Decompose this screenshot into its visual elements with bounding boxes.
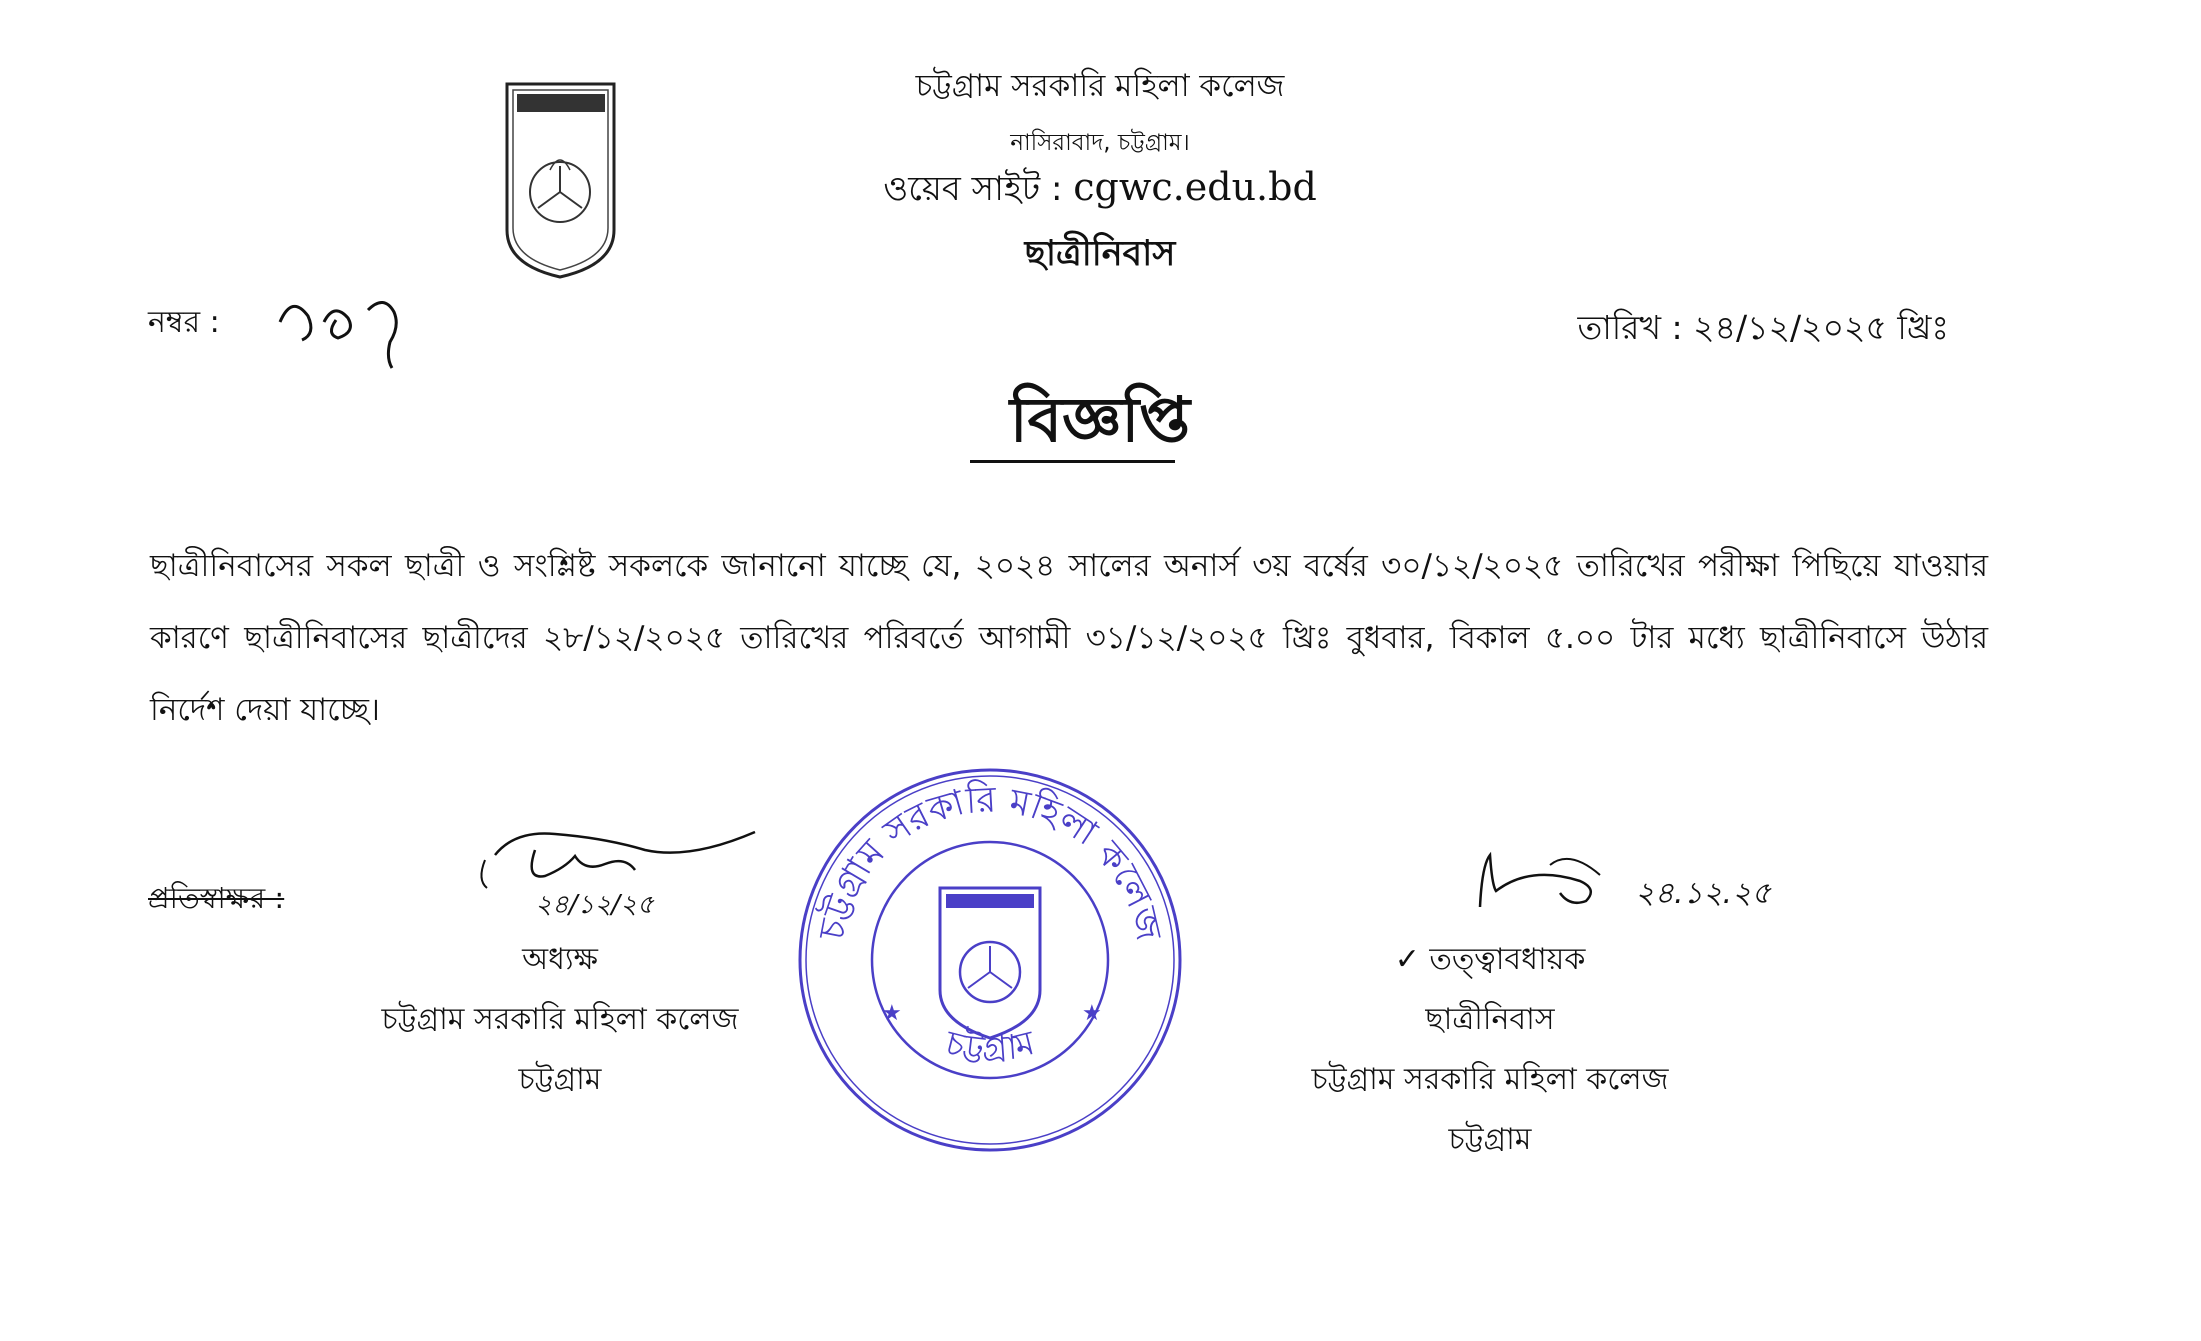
- svg-text:★: ★: [1082, 1001, 1102, 1026]
- college-address: নাসিরাবাদ, চট্টগ্রাম।: [1010, 130, 1190, 156]
- superintendent-city: চট্টগ্রাম: [1448, 1122, 1532, 1157]
- college-name: চট্টগ্রাম সরকারি মহিলা কলেজ: [915, 68, 1285, 104]
- college-website: [700, 163, 1500, 220]
- superintendent-signature-date: ২৪.১২.২৫: [1635, 876, 1771, 911]
- title-underline: [970, 460, 1175, 463]
- superintendent-block: [1240, 930, 1740, 1170]
- college-emblem-icon: [503, 80, 618, 280]
- principal-signature: [475, 820, 765, 940]
- website-label: ওয়েব সাইট :: [883, 169, 1074, 209]
- principal-block: [300, 930, 820, 1110]
- reference-label: নম্বর :: [148, 305, 220, 340]
- superintendent-designation: ✓ তত্ত্বাবধায়ক: [1394, 942, 1586, 977]
- seal-icon: [790, 760, 1190, 1160]
- checkmark-icon: ✓: [1394, 942, 1430, 977]
- principal-city: চট্টগ্রাম: [518, 1062, 602, 1097]
- hostel-name: ছাত্রীনিবাস: [1024, 234, 1176, 274]
- stamp-ring-text: চট্টগ্রাম সরকারি মহিলা কলেজ: [811, 779, 1169, 945]
- college-logo: [503, 80, 618, 280]
- official-stamp: [790, 760, 1190, 1160]
- reference-number-handwritten: [272, 282, 432, 372]
- notice-body: ছাত্রীনিবাসের সকল ছাত্রী ও সংশ্লিষ্ট সকলকে জানানো যাচ্ছে যে, ২০২৪ সালের অনার্স ৩য় বর্ষের ৩০/১২/২০২৫ তারিখের পরীক্ষা পিছিয়ে যাওয়ার কারণে ছাত্রীনিবাসের ছাত্রীদের ২৮/১২/২০২৫ তারিখের পরিবর্তে আগামী ৩১/১২/২০২৫ খ্রিঃ বুধবার, বিকাল ৫.০০ টার মধ্যে ছাত্রীনিবাসে উঠার নির্দেশ দেয়া যাচ্ছে।: [150, 548, 1988, 728]
- notice-title: বিজ্ঞপ্তি: [1009, 383, 1191, 456]
- superintendent-unit: ছাত্রীনিবাস: [1425, 1002, 1555, 1037]
- countersign-label: প্রতিস্বাক্ষর :: [148, 881, 285, 915]
- principal-signature-date: ২৪/১২/২৫: [535, 890, 654, 920]
- principal-designation: অধ্যক্ষ: [522, 942, 598, 977]
- svg-text:★: ★: [882, 1001, 902, 1026]
- stamp-bottom-text: চট্টগ্রাম: [941, 1022, 1039, 1070]
- notice-date: তারিখ : ২৪/১২/২০২৫ খ্রিঃ: [1577, 308, 1949, 347]
- superintendent-institution: চট্টগ্রাম সরকারি মহিলা কলেজ: [1311, 1062, 1669, 1097]
- website-url: cgwc.edu.bd: [1073, 165, 1317, 209]
- principal-institution: চট্টগ্রাম সরকারি মহিলা কলেজ: [381, 1002, 739, 1037]
